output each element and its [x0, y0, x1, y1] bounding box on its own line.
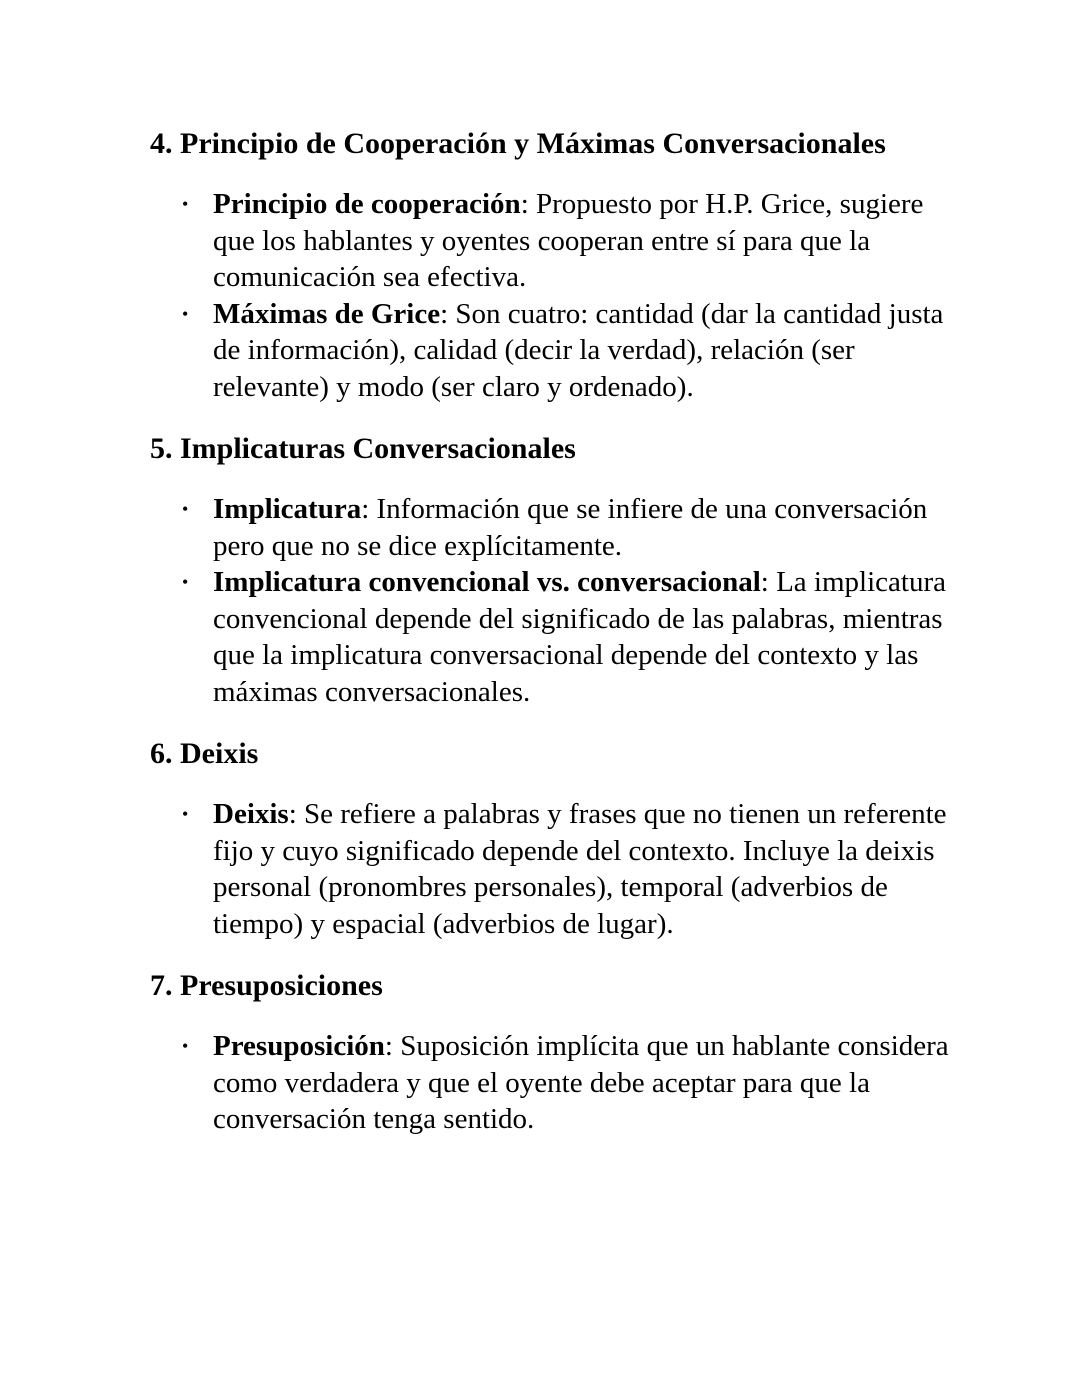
term-definition: : La implicatura convencional depende del significado de las palabras, mientras que la implicatura conversacional depende del contexto y las máximas conversacionales. — [213, 566, 946, 708]
section-heading: 5. Implicaturas Conversacionales — [150, 432, 576, 465]
term-definition: : Suposición implícita que un hablante considera como verdadera y que el oyente debe aceptar para que la conversación tenga sentido. — [213, 1030, 949, 1135]
term-label: Principio de cooperación — [213, 188, 521, 220]
section-implicatures — [150, 431, 950, 710]
section-heading: 6. Deixis — [150, 737, 259, 770]
list-item — [150, 491, 950, 564]
term-label: Presuposición — [213, 1030, 385, 1062]
term-definition: : Son cuatro: cantidad (dar la cantidad justa de información), calidad (decir la verdad), relación (ser relevante) y modo (ser claro y ordenado). — [213, 297, 944, 403]
bullet-icon: • — [182, 804, 189, 824]
term-label: Implicatura — [213, 493, 362, 525]
list-item — [150, 296, 950, 406]
bullet-icon: • — [182, 1036, 189, 1056]
term-label: Máximas de Grice — [213, 297, 441, 330]
section-presuppositions — [150, 968, 950, 1138]
term-definition: : Se refiere a palabras y frases que no tienen un referente fijo y cuyo significado depende del contexto. Incluye la deixis personal (pronombres personales), temporal (adverbios de tiempo) y espacial (adverbios de lugar). — [213, 798, 947, 940]
section-deixis — [150, 736, 950, 942]
bullet-list — [150, 186, 950, 405]
bullet-list — [150, 1028, 950, 1138]
bullet-icon: • — [182, 572, 189, 592]
term-definition: : Propuesto por H.P. Grice, sugiere que los hablantes y oyentes cooperan entre sí para que la comunicación sea efectiva. — [213, 188, 924, 293]
bullet-icon: • — [182, 194, 189, 214]
section-heading: 7. Presuposiciones — [150, 969, 383, 1002]
term-label: Implicatura convencional vs. conversacional — [213, 566, 761, 598]
section-heading: 4. Principio de Cooperación y Máximas Conversacionales — [150, 127, 886, 160]
list-item — [150, 1028, 950, 1138]
section-cooperation — [150, 126, 950, 405]
list-item — [150, 564, 950, 710]
list-item — [150, 796, 950, 942]
bullet-icon: • — [182, 303, 189, 324]
list-item — [150, 186, 950, 296]
term-label: Deixis — [213, 798, 289, 830]
bullet-icon: • — [182, 499, 189, 519]
document-page — [150, 118, 950, 1164]
term-definition: : Información que se infiere de una conversación pero que no se dice explícitamente. — [213, 493, 928, 562]
bullet-list — [150, 491, 950, 710]
bullet-list — [150, 796, 950, 942]
